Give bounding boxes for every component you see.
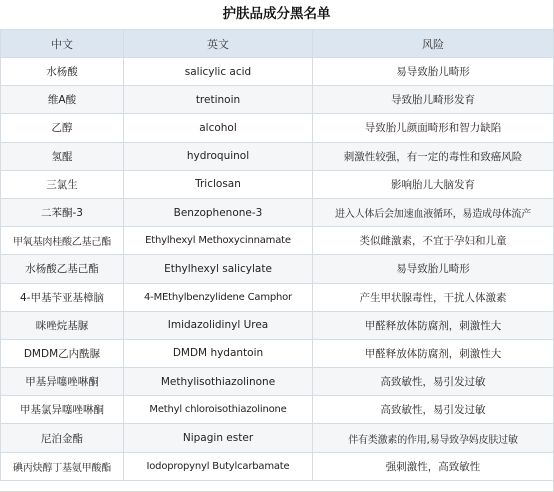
column-header-risk: 风险 [313,30,554,58]
cell-chinese: 碘丙炔醇丁基氨甲酸酯 [1,452,124,480]
cell-chinese: 水杨酸乙基己酯 [1,255,124,283]
table-row [1,452,554,480]
cell-english: Imidazolidinyl Urea [124,311,313,339]
table-body [1,58,554,481]
cell-english: Methylisothiazolinone [124,368,313,396]
cell-risk: 高致敏性，易引发过敏 [313,396,554,424]
table-header [1,30,554,58]
ingredient-table [0,29,554,481]
cell-english: tretinoin [124,86,313,114]
cell-risk: 进入人体后会加速血液循环，易造成母体流产 [313,198,554,226]
table-row [1,424,554,452]
cell-chinese: 尼泊金酯 [1,424,124,452]
cell-risk: 产生甲状腺毒性，干扰人体激素 [313,283,554,311]
table-row [1,368,554,396]
table-row [1,142,554,170]
cell-english: Ethylhexyl Methoxycinnamate [124,227,313,255]
column-header-chinese: 中文 [1,30,124,58]
table-row [1,283,554,311]
table-row [1,198,554,226]
cell-chinese: 咪唑烷基脲 [1,311,124,339]
cell-risk: 导致胎儿颜面畸形和智力缺陷 [313,114,554,142]
cell-risk: 甲醛释放体防腐剂，刺激性大 [313,311,554,339]
table-row [1,170,554,198]
cell-risk: 导致胎儿畸形发育 [313,86,554,114]
cell-risk: 伴有类激素的作用,易导致孕妈皮肤过敏 [313,424,554,452]
cell-chinese: 4-甲基苄亚基樟脑 [1,283,124,311]
cell-english: hydroquinol [124,142,313,170]
cell-chinese: 二苯酮-3 [1,198,124,226]
cell-english: Ethylhexyl salicylate [124,255,313,283]
header-row [1,30,554,58]
cell-risk: 易导致胎儿畸形 [313,58,554,86]
cell-chinese: 氢醌 [1,142,124,170]
table-row [1,339,554,367]
table-row [1,227,554,255]
column-header-english: 英文 [124,30,313,58]
cell-chinese: 三氯生 [1,170,124,198]
cell-english: salicylic acid [124,58,313,86]
cell-english: Benzophenone-3 [124,198,313,226]
table-row [1,114,554,142]
cell-chinese: 甲基氯异噻唑啉酮 [1,396,124,424]
cell-english: 4-MEthylbenzylidene Camphor [124,283,313,311]
cell-risk: 强刺激性，高致敏性 [313,452,554,480]
cell-risk: 易导致胎儿畸形 [313,255,554,283]
page-title: 护肤品成分黑名单 [222,6,331,22]
cell-risk: 甲醛释放体防腐剂，刺激性大 [313,339,554,367]
cell-risk: 类似雌激素，不宜于孕妇和儿童 [313,227,554,255]
cell-risk: 高致敏性，易引发过敏 [313,368,554,396]
cell-chinese: 水杨酸 [1,58,124,86]
table-row [1,86,554,114]
cell-english: Iodopropynyl Butylcarbamate [124,452,313,480]
cell-english: DMDM hydantoin [124,339,313,367]
cell-chinese: 甲基异噻唑啉酮 [1,368,124,396]
cell-chinese: DMDM乙内酰脲 [1,339,124,367]
cell-chinese: 甲氧基肉桂酸乙基己酯 [1,227,124,255]
table-row [1,311,554,339]
cell-english: Methyl chloroisothiazolinone [124,396,313,424]
cell-chinese: 维A酸 [1,86,124,114]
table-row [1,58,554,86]
cell-chinese: 乙醇 [1,114,124,142]
table-row [1,255,554,283]
cell-english: alcohol [124,114,313,142]
cell-risk: 刺激性较强，有一定的毒性和致癌风险 [313,142,554,170]
cell-risk: 影响胎儿大脑发育 [313,170,554,198]
table-row [1,396,554,424]
cell-english: Nipagin ester [124,424,313,452]
cell-english: Triclosan [124,170,313,198]
